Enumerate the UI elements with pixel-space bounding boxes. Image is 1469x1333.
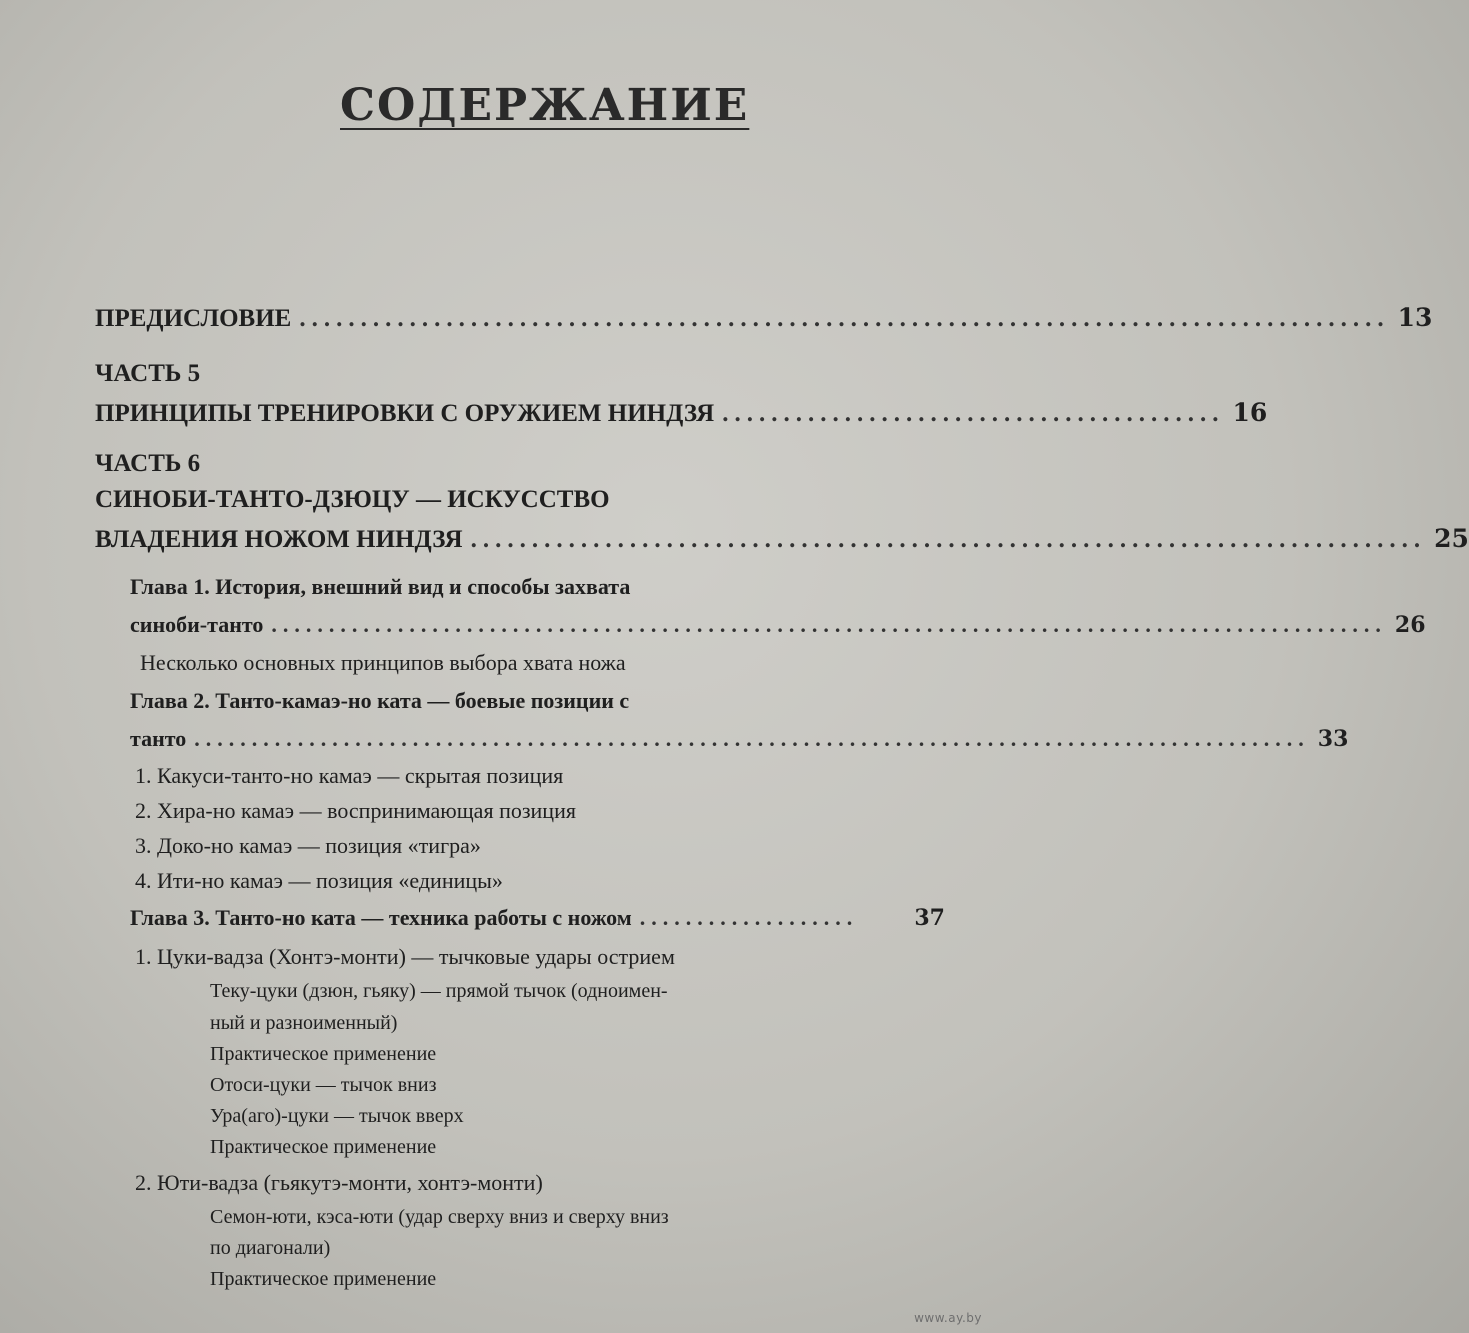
toc-leader-dots: ...................: [639, 905, 859, 930]
toc-page-number: 33: [1317, 726, 1349, 752]
toc-entry-preface[interactable]: [95, 303, 1433, 333]
toc-leader-dots: ..............................................................................: [470, 526, 1427, 553]
toc-leader-dots: .........................................................................................: [299, 305, 1390, 332]
toc-label: танто: [130, 726, 187, 751]
toc-page-number: 13: [1397, 303, 1433, 332]
toc-leader-dots: .................................................................................................: [194, 726, 1310, 751]
toc-section: 1. Цуки-вадза (Хонтэ-монти) — тычковые удары острием: [135, 944, 675, 969]
toc-subitem: Ура(аго)-цуки — тычок вверх: [210, 1105, 464, 1127]
toc-label-line: СИНОБИ-ТАНТО-ДЗЮЦУ — ИСКУССТВО: [95, 486, 610, 513]
toc-subitem: по диагонали): [210, 1237, 331, 1259]
toc-subitem: Практическое применение: [210, 1136, 437, 1158]
toc-subitem: ный и разноименный): [210, 1012, 398, 1034]
toc-entry-chapter-1[interactable]: [130, 612, 1426, 638]
toc-subitem: Отоси-цуки — тычок вниз: [210, 1074, 437, 1096]
toc-label: синоби-танто: [130, 612, 264, 637]
toc-page-number: 25: [1434, 524, 1469, 553]
toc-entry-chapter-2[interactable]: [130, 726, 1349, 752]
watermark: www.ay.by: [914, 1311, 982, 1325]
toc-subitem: 4. Ити-но камаэ — позиция «единицы»: [135, 868, 503, 893]
toc-label: ПРИНЦИПЫ ТРЕНИРОВКИ С ОРУЖИЕМ НИНДЗЯ: [95, 400, 715, 427]
page-title: СОДЕРЖАНИЕ: [340, 80, 750, 131]
chapter-title-line: Глава 2. Танто-камаэ-но ката — боевые позиции с: [130, 688, 630, 713]
toc-subitem: Семон-юти, кэса-юти (удар сверху вниз и сверху вниз: [210, 1206, 669, 1228]
toc-subitem: Теку-цуки (дзюн, гьяку) — прямой тычок (одноимен-: [210, 980, 668, 1002]
toc-subitem: Несколько основных принципов выбора хвата ножа: [140, 650, 626, 675]
toc-subitem: 2. Хира-но камаэ — воспринимающая позиция: [135, 798, 576, 823]
toc-entry-part5[interactable]: [95, 398, 1268, 428]
toc-page-number: 37: [914, 905, 945, 931]
toc-label: ВЛАДЕНИЯ НОЖОМ НИНДЗЯ: [95, 526, 463, 553]
toc-leader-dots: .........................................: [722, 400, 1225, 427]
toc-subitem: 3. Доко-но камаэ — позиция «тигра»: [135, 833, 481, 858]
toc-entry-chapter-3[interactable]: [130, 905, 945, 931]
toc-label: ПРЕДИСЛОВИЕ: [95, 305, 292, 332]
toc-leader-dots: .................................................................................................: [271, 612, 1387, 637]
toc-label: Глава 3. Танто-но ката — техника работы с ножом: [130, 905, 632, 930]
toc-subitem: Практическое применение: [210, 1268, 437, 1290]
toc-subitem: Практическое применение: [210, 1043, 437, 1065]
chapter-title-line: Глава 1. История, внешний вид и способы захвата: [130, 574, 631, 599]
part-label: ЧАСТЬ 6: [95, 450, 201, 477]
toc-page-number: 26: [1394, 612, 1426, 638]
toc-page-number: 16: [1232, 398, 1268, 427]
toc-entry-part6[interactable]: [95, 524, 1469, 554]
part-label: ЧАСТЬ 5: [95, 360, 201, 387]
toc-section: 2. Юти-вадза (гьякутэ-монти, хонтэ-монти): [135, 1170, 543, 1195]
toc-subitem: 1. Какуси-танто-но камаэ — скрытая позиция: [135, 763, 564, 788]
